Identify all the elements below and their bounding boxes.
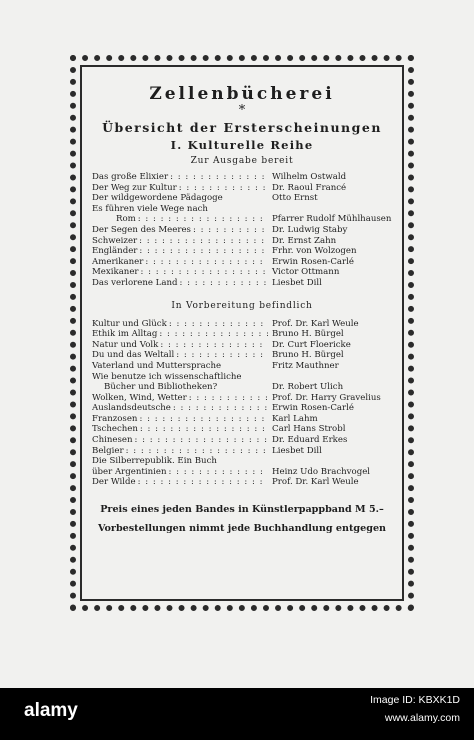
list-item: Es führen viele Wege nach (92, 203, 208, 214)
preparing-label: In Vorbereitung befindlich (171, 300, 313, 311)
stock-url: www.alamy.com (384, 712, 460, 724)
available-label: Zur Ausgabe bereit (190, 156, 294, 166)
list-item: Natur und Volk : : : : : : : : : : : : : : : : : : : : : : : : : : : : : : : : : : : : : : : Dr. Curt Floericke (92, 340, 392, 351)
list-item: Ethik im Alltag : : : : : : : : : : : : : : : : : : : : : : : : : : : : : : : : : : : : : : : Bruno H. Bürgel (92, 329, 392, 340)
alamy-logo: alamy (24, 700, 78, 721)
preparing-list (92, 319, 392, 489)
list-item: Chinesen : : : : : : : : : : : : : : : : : : : : : : : : : : : : : : : : : : : : : : : Dr. Eduard Erkes (92, 435, 392, 446)
list-item: Du und das Weltall : : : : : : : : : : : : : : : : : : : : : : : : : : : : : : : : : : : : : : : Bruno H. Bürgel (92, 350, 392, 361)
list-item: Schweizer : : : : : : : : : : : : : : : : : : : : : : : : : : : : : : : : : : : : : : : Dr. Ernst Zahn (92, 236, 392, 247)
list-item: Der Weg zur Kultur : : : : : : : : : : : : : : : : : : : : : : : : : : : : : : : : : : : : : : : Dr. Raoul Francé (92, 183, 392, 194)
list-item: Wolken, Wind, Wetter : : : : : : : : : : : : : : : : : : : : : : : : : : : : : : : : : : : : : : : Prof. Dr. Harry Gravelius (92, 393, 392, 404)
list-item: Der wildgewordene Pädagoge Otto Ernst (92, 193, 318, 204)
list-item: Wie benutze ich wissenschaftliche (92, 371, 242, 382)
list-item: Vaterland und Muttersprache Fritz Mauthner (92, 360, 339, 371)
catalog-content (92, 78, 392, 598)
list-item: Franzosen : : : : : : : : : : : : : : : : : : : : : : : : : : : : : : : : : : : : : : : Karl Lahm (92, 414, 392, 425)
list-item: Der Wilde : : : : : : : : : : : : : : : : : : : : : : : : : : : : : : : : : : : : : : : Prof. Dr. Karl Weule (92, 477, 392, 488)
list-item: Das verlorene Land : : : : : : : : : : : : : : : : : : : : : : : : : : : : : : : : : : : : : : : Liesbet Dill (92, 278, 392, 289)
list-item: Belgier : : : : : : : : : : : : : : : : : : : : : : : : : : : : : : : : : : : : : : : Liesbet Dill (92, 446, 392, 457)
list-item: Rom : : : : : : : : : : : : : : : : : : : : : : : : : : : : : : : : : : : : : : : Pfarrer Rudolf Mühlhausen (92, 214, 392, 225)
section-title: I. Kulturelle Reihe (170, 138, 314, 152)
star-ornament: * (238, 103, 246, 118)
price-note: Preis eines jeden Bandes in Künstlerpappband M 5.– (100, 504, 384, 516)
available-list (92, 172, 392, 289)
list-item: Der Segen des Meeres : : : : : : : : : : : : : : : : : : : : : : : : : : : : : : : : : : : : : : : Dr. Ludwig Staby (92, 225, 392, 236)
list-item: Mexikaner : : : : : : : : : : : : : : : : : : : : : : : : : : : : : : : : : : : : : : : Victor Ottmann (92, 267, 392, 278)
list-item: Auslandsdeutsche : : : : : : : : : : : : : : : : : : : : : : : : : : : : : : : : : : : : : : : Erwin Rosen-Carlé (92, 403, 392, 414)
list-item: Das große Elixier : : : : : : : : : : : : : : : : : : : : : : : : : : : : : : : : : : : : : : : Wilhelm Ostwald (92, 172, 392, 183)
list-item: Amerikaner : : : : : : : : : : : : : : : : : : : : : : : : : : : : : : : : : : : : : : : Erwin Rosen-Carlé (92, 257, 392, 268)
list-item: Die Silberrepublik. Ein Buch (92, 456, 217, 467)
page-subtitle: Übersicht der Ersterscheinungen (102, 120, 382, 135)
stock-banner (0, 688, 474, 740)
list-item: über Argentinien : : : : : : : : : : : : : : : : : : : : : : : : : : : : : : : : : : : : : : : Heinz Udo Brachvogel (92, 467, 392, 478)
list-item: Kultur und Glück : : : : : : : : : : : : : : : : : : : : : : : : : : : : : : : : : : : : : : : Prof. Dr. Karl Weule (92, 319, 392, 330)
list-item: Bücher und Bibliotheken? Dr. Robert Ulich (104, 382, 344, 393)
page-title: Zellenbücherei (149, 84, 335, 104)
image-id: Image ID: KBXK1D (370, 694, 460, 706)
list-item: Engländer : : : : : : : : : : : : : : : : : : : : : : : : : : : : : : : : : : : : : : : Frhr. von Wolzogen (92, 246, 392, 257)
order-note: Vorbestellungen nimmt jede Buchhandlung entgegen (97, 523, 387, 535)
list-item: Tschechen : : : : : : : : : : : : : : : : : : : : : : : : : : : : : : : : : : : : : : : Carl Hans Strobl (92, 424, 392, 435)
